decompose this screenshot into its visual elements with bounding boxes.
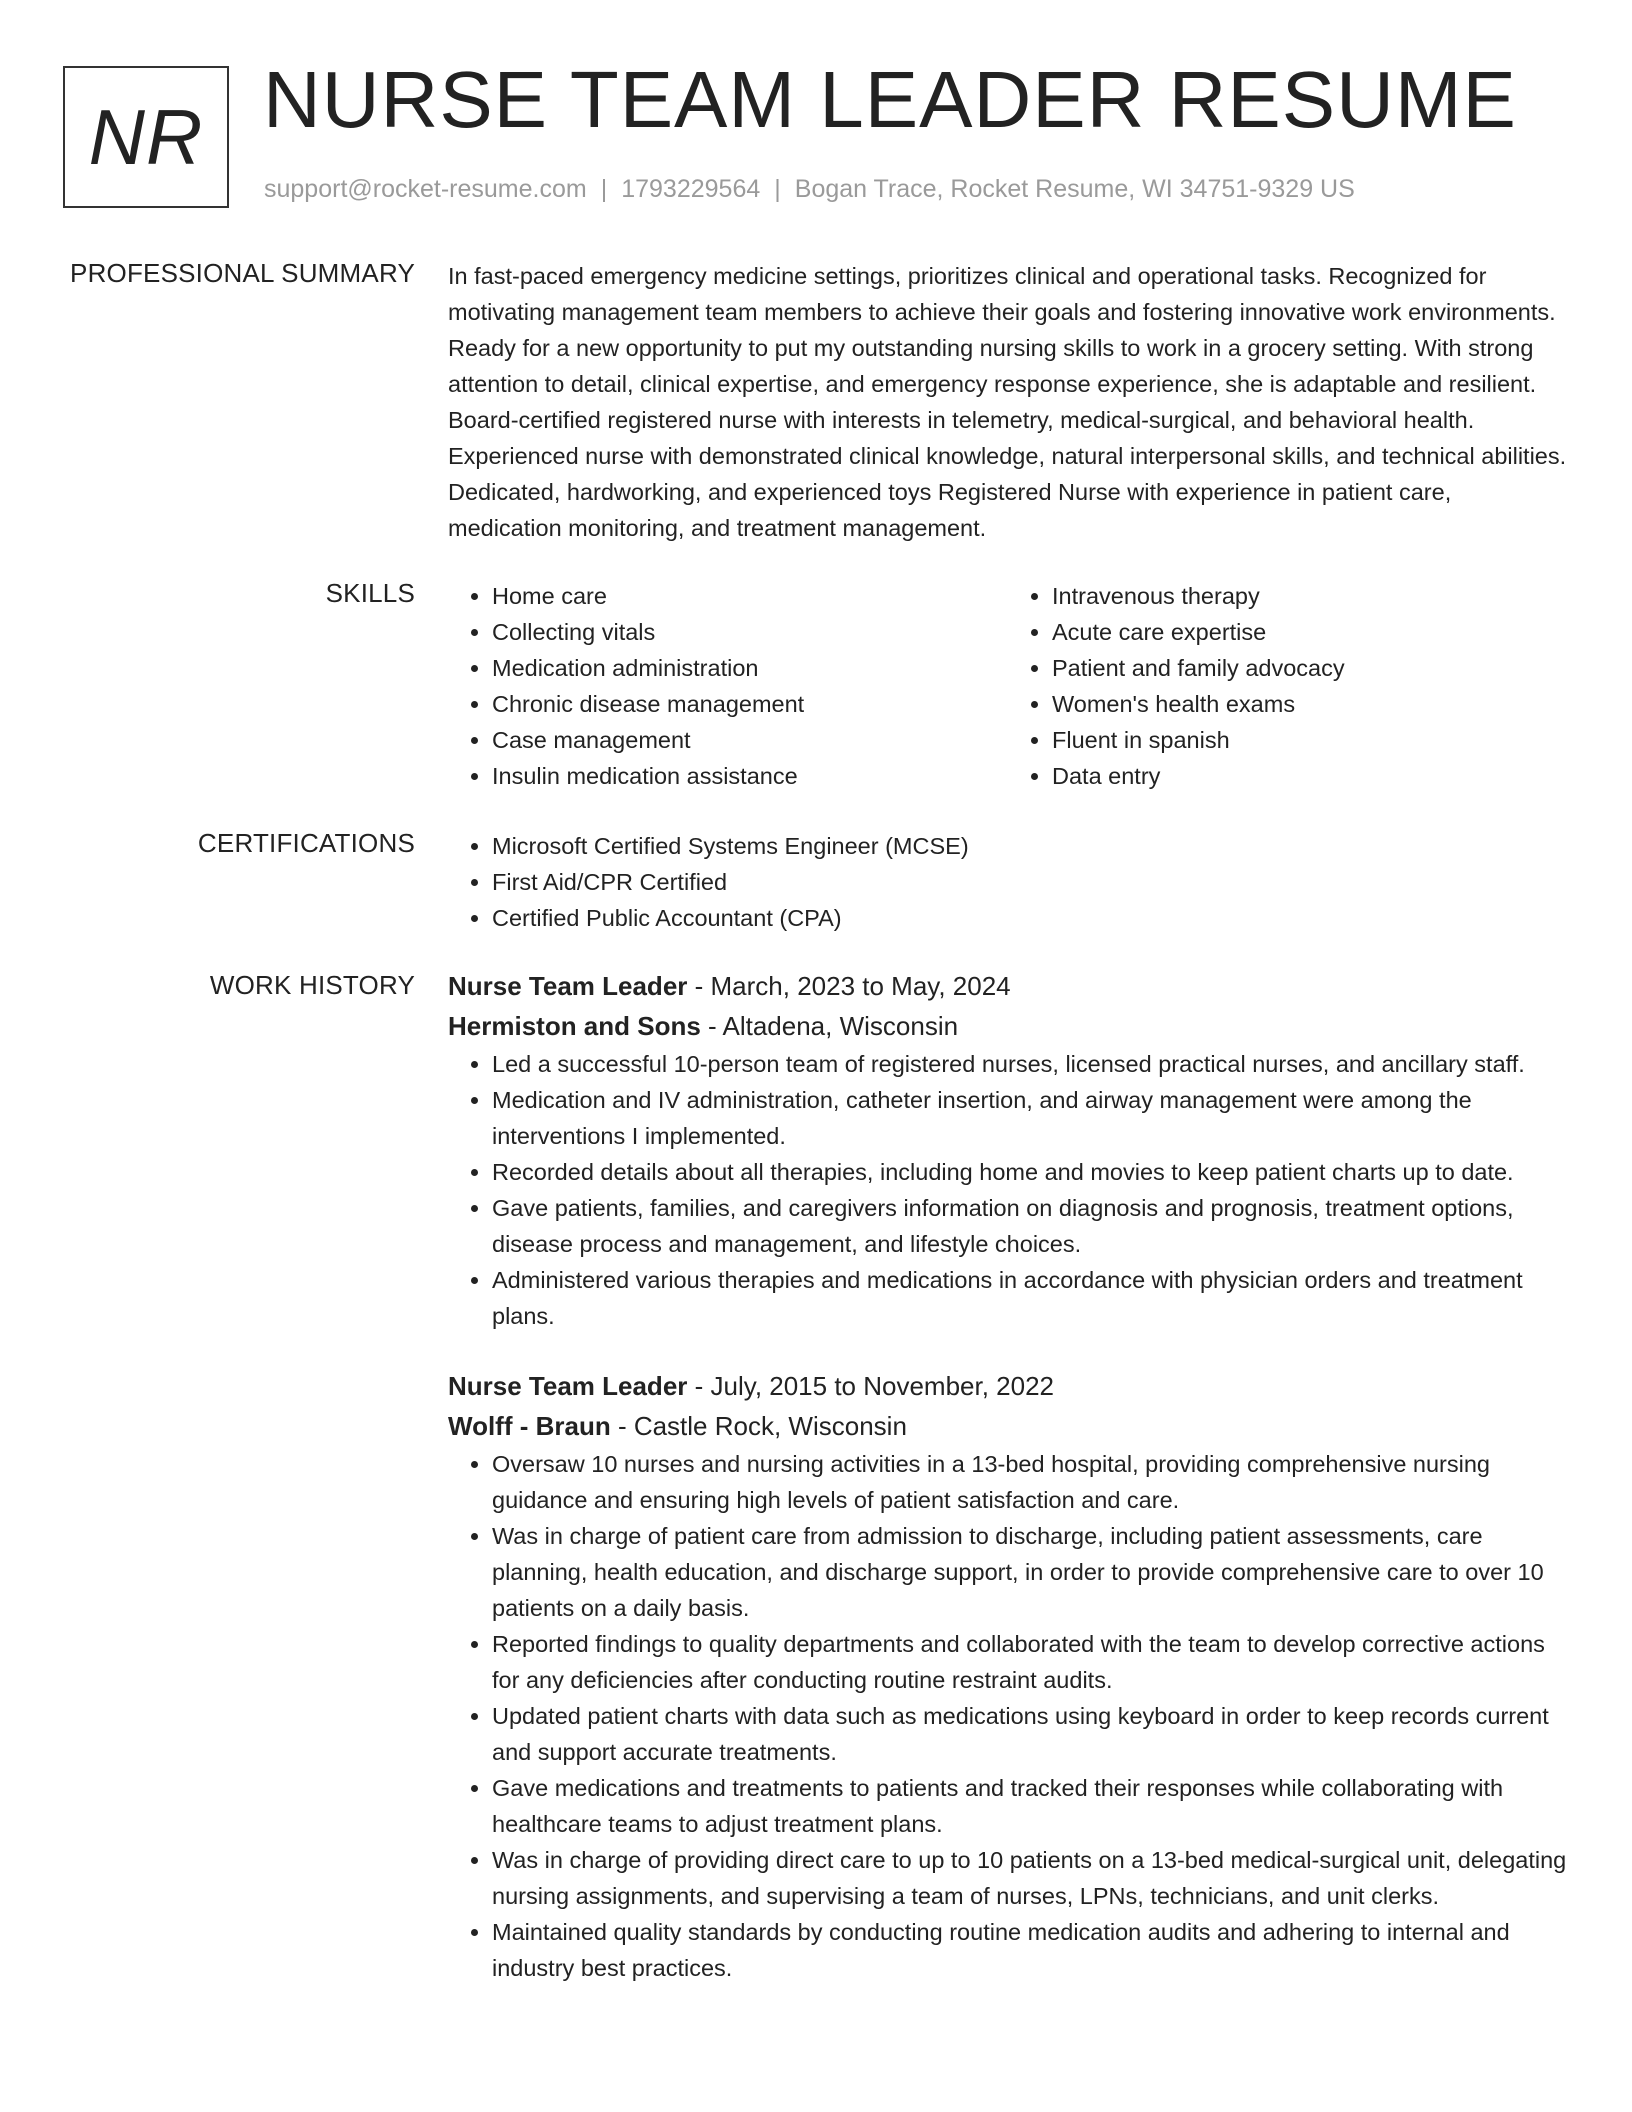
skill-item: • Women's health exams bbox=[1052, 686, 1568, 722]
certifications-heading: CERTIFICATIONS bbox=[197, 828, 415, 858]
contact-phone[interactable]: 1793229564 bbox=[621, 175, 761, 203]
job-company: Wolff - Braun bbox=[448, 1411, 611, 1441]
job-bullet: • Updated patient charts with data such as medications using keyboard in order to keep records current and support accurate treatments. bbox=[492, 1698, 1568, 1770]
certification-item: • Microsoft Certified Systems Engineer (MCSE) bbox=[492, 828, 1568, 864]
work-history-heading: WORK HISTORY bbox=[209, 970, 415, 1000]
job-company-line bbox=[448, 1006, 1568, 1046]
job-location: - Altadena, Wisconsin bbox=[700, 1011, 959, 1041]
job-bullet: • Was in charge of patient care from admission to discharge, including patient assessments, care planning, health education, and discharge support, in order to provide comprehensive care to over 10 patients on a daily basis. bbox=[492, 1518, 1568, 1626]
skills-heading: SKILLS bbox=[325, 578, 415, 608]
certifications-body bbox=[448, 828, 1568, 936]
job-company: Hermiston and Sons bbox=[448, 1011, 701, 1041]
job-bullet: • Reported findings to quality departments and collaborated with the team to develop corrective actions for any deficiencies after conducting routine restraint audits. bbox=[492, 1626, 1568, 1698]
job-bullet: • Oversaw 10 nurses and nursing activities in a 13-bed hospital, providing comprehensive nursing guidance and ensuring high levels of patient satisfaction and care. bbox=[492, 1446, 1568, 1518]
job-bullets bbox=[448, 1046, 1568, 1334]
job-entry bbox=[448, 966, 1568, 1334]
job-bullet: • Recorded details about all therapies, including home and movies to keep patient charts up to date. bbox=[492, 1154, 1568, 1190]
skill-item: • Intravenous therapy bbox=[1052, 578, 1568, 614]
contact-email[interactable]: support@rocket-resume.com bbox=[264, 175, 587, 203]
job-dates: - July, 2015 to November, 2022 bbox=[687, 1371, 1055, 1401]
job-bullet: • Led a successful 10-person team of registered nurses, licensed practical nurses, and ancillary staff. bbox=[492, 1046, 1568, 1082]
job-bullet: • Gave patients, families, and caregivers information on diagnosis and prognosis, treatment options, disease process and management, and lifestyle choices. bbox=[492, 1190, 1568, 1262]
job-bullet: • Maintained quality standards by conducting routine medication audits and adhering to internal and industry best practices. bbox=[492, 1914, 1568, 1986]
skills-body bbox=[448, 578, 1568, 794]
work-history-body bbox=[448, 966, 1568, 2018]
job-company-line bbox=[448, 1406, 1568, 1446]
certifications-list bbox=[448, 828, 1568, 936]
skill-item: • Home care bbox=[492, 578, 1008, 614]
contact-address: Bogan Trace, Rocket Resume, WI 34751-9329 US bbox=[794, 175, 1355, 203]
monogram-logo: NR bbox=[63, 66, 229, 208]
skills-column-right bbox=[1008, 578, 1568, 794]
job-bullet: • Administered various therapies and medications in accordance with physician orders and treatment plans. bbox=[492, 1262, 1568, 1334]
contact-separator: | bbox=[774, 175, 781, 203]
skill-item: • Acute care expertise bbox=[1052, 614, 1568, 650]
job-location: - Castle Rock, Wisconsin bbox=[610, 1411, 907, 1441]
certification-item: • Certified Public Accountant (CPA) bbox=[492, 900, 1568, 936]
resume-title: NURSE TEAM LEADER RESUME bbox=[263, 55, 1517, 144]
job-bullet: • Gave medications and treatments to patients and tracked their responses while collaborating with healthcare teams to adjust treatment plans. bbox=[492, 1770, 1568, 1842]
job-title-line bbox=[448, 966, 1568, 1006]
skill-item: • Insulin medication assistance bbox=[492, 758, 1008, 794]
skill-item: • Data entry bbox=[1052, 758, 1568, 794]
job-bullets bbox=[448, 1446, 1568, 1986]
summary-body bbox=[448, 258, 1568, 546]
skill-item: • Fluent in spanish bbox=[1052, 722, 1568, 758]
contact-separator: | bbox=[600, 175, 608, 203]
skill-item: • Medication administration bbox=[492, 650, 1008, 686]
job-entry bbox=[448, 1366, 1568, 1986]
skill-item: • Collecting vitals bbox=[492, 614, 1008, 650]
skill-item: • Patient and family advocacy bbox=[1052, 650, 1568, 686]
job-title-line bbox=[448, 1366, 1568, 1406]
job-title: Nurse Team Leader bbox=[448, 971, 688, 1001]
job-bullet: • Was in charge of providing direct care to up to 10 patients on a 13-bed medical-surgical unit, delegating nursing assignments, and supervising a team of nurses, LPNs, technicians, and unit clerks. bbox=[492, 1842, 1568, 1914]
skill-item: • Case management bbox=[492, 722, 1008, 758]
certification-item: • First Aid/CPR Certified bbox=[492, 864, 1568, 900]
summary-heading: PROFESSIONAL SUMMARY bbox=[70, 258, 415, 288]
job-bullet: • Medication and IV administration, catheter insertion, and airway management were among the interventions I implemented. bbox=[492, 1082, 1568, 1154]
skill-item: • Chronic disease management bbox=[492, 686, 1008, 722]
contact-line bbox=[264, 175, 1355, 204]
job-dates: - March, 2023 to May, 2024 bbox=[687, 971, 1011, 1001]
skills-column-left bbox=[448, 578, 1008, 794]
job-title: Nurse Team Leader bbox=[448, 1371, 688, 1401]
skills-grid bbox=[448, 578, 1568, 794]
summary-text: In fast-paced emergency medicine settings, prioritizes clinical and operational tasks. Recognized for motivating management team members to achieve their goals and fostering innovative work environments. Ready for a new opportunity to put my outstanding nursing skills to work in a grocery setting. With strong attention to detail, clinical expertise, and emergency response experience, she is adaptable and resilient. Board-certified registered nurse with interests in telemetry, medical-surgical, and behavioral health. Experienced nurse with demonstrated clinical knowledge, natural interpersonal skills, and technical abilities. Dedicated, hardworking, and experienced toys Registered Nurse with experience in patient care, medication monitoring, and treatment management. bbox=[448, 263, 1567, 541]
